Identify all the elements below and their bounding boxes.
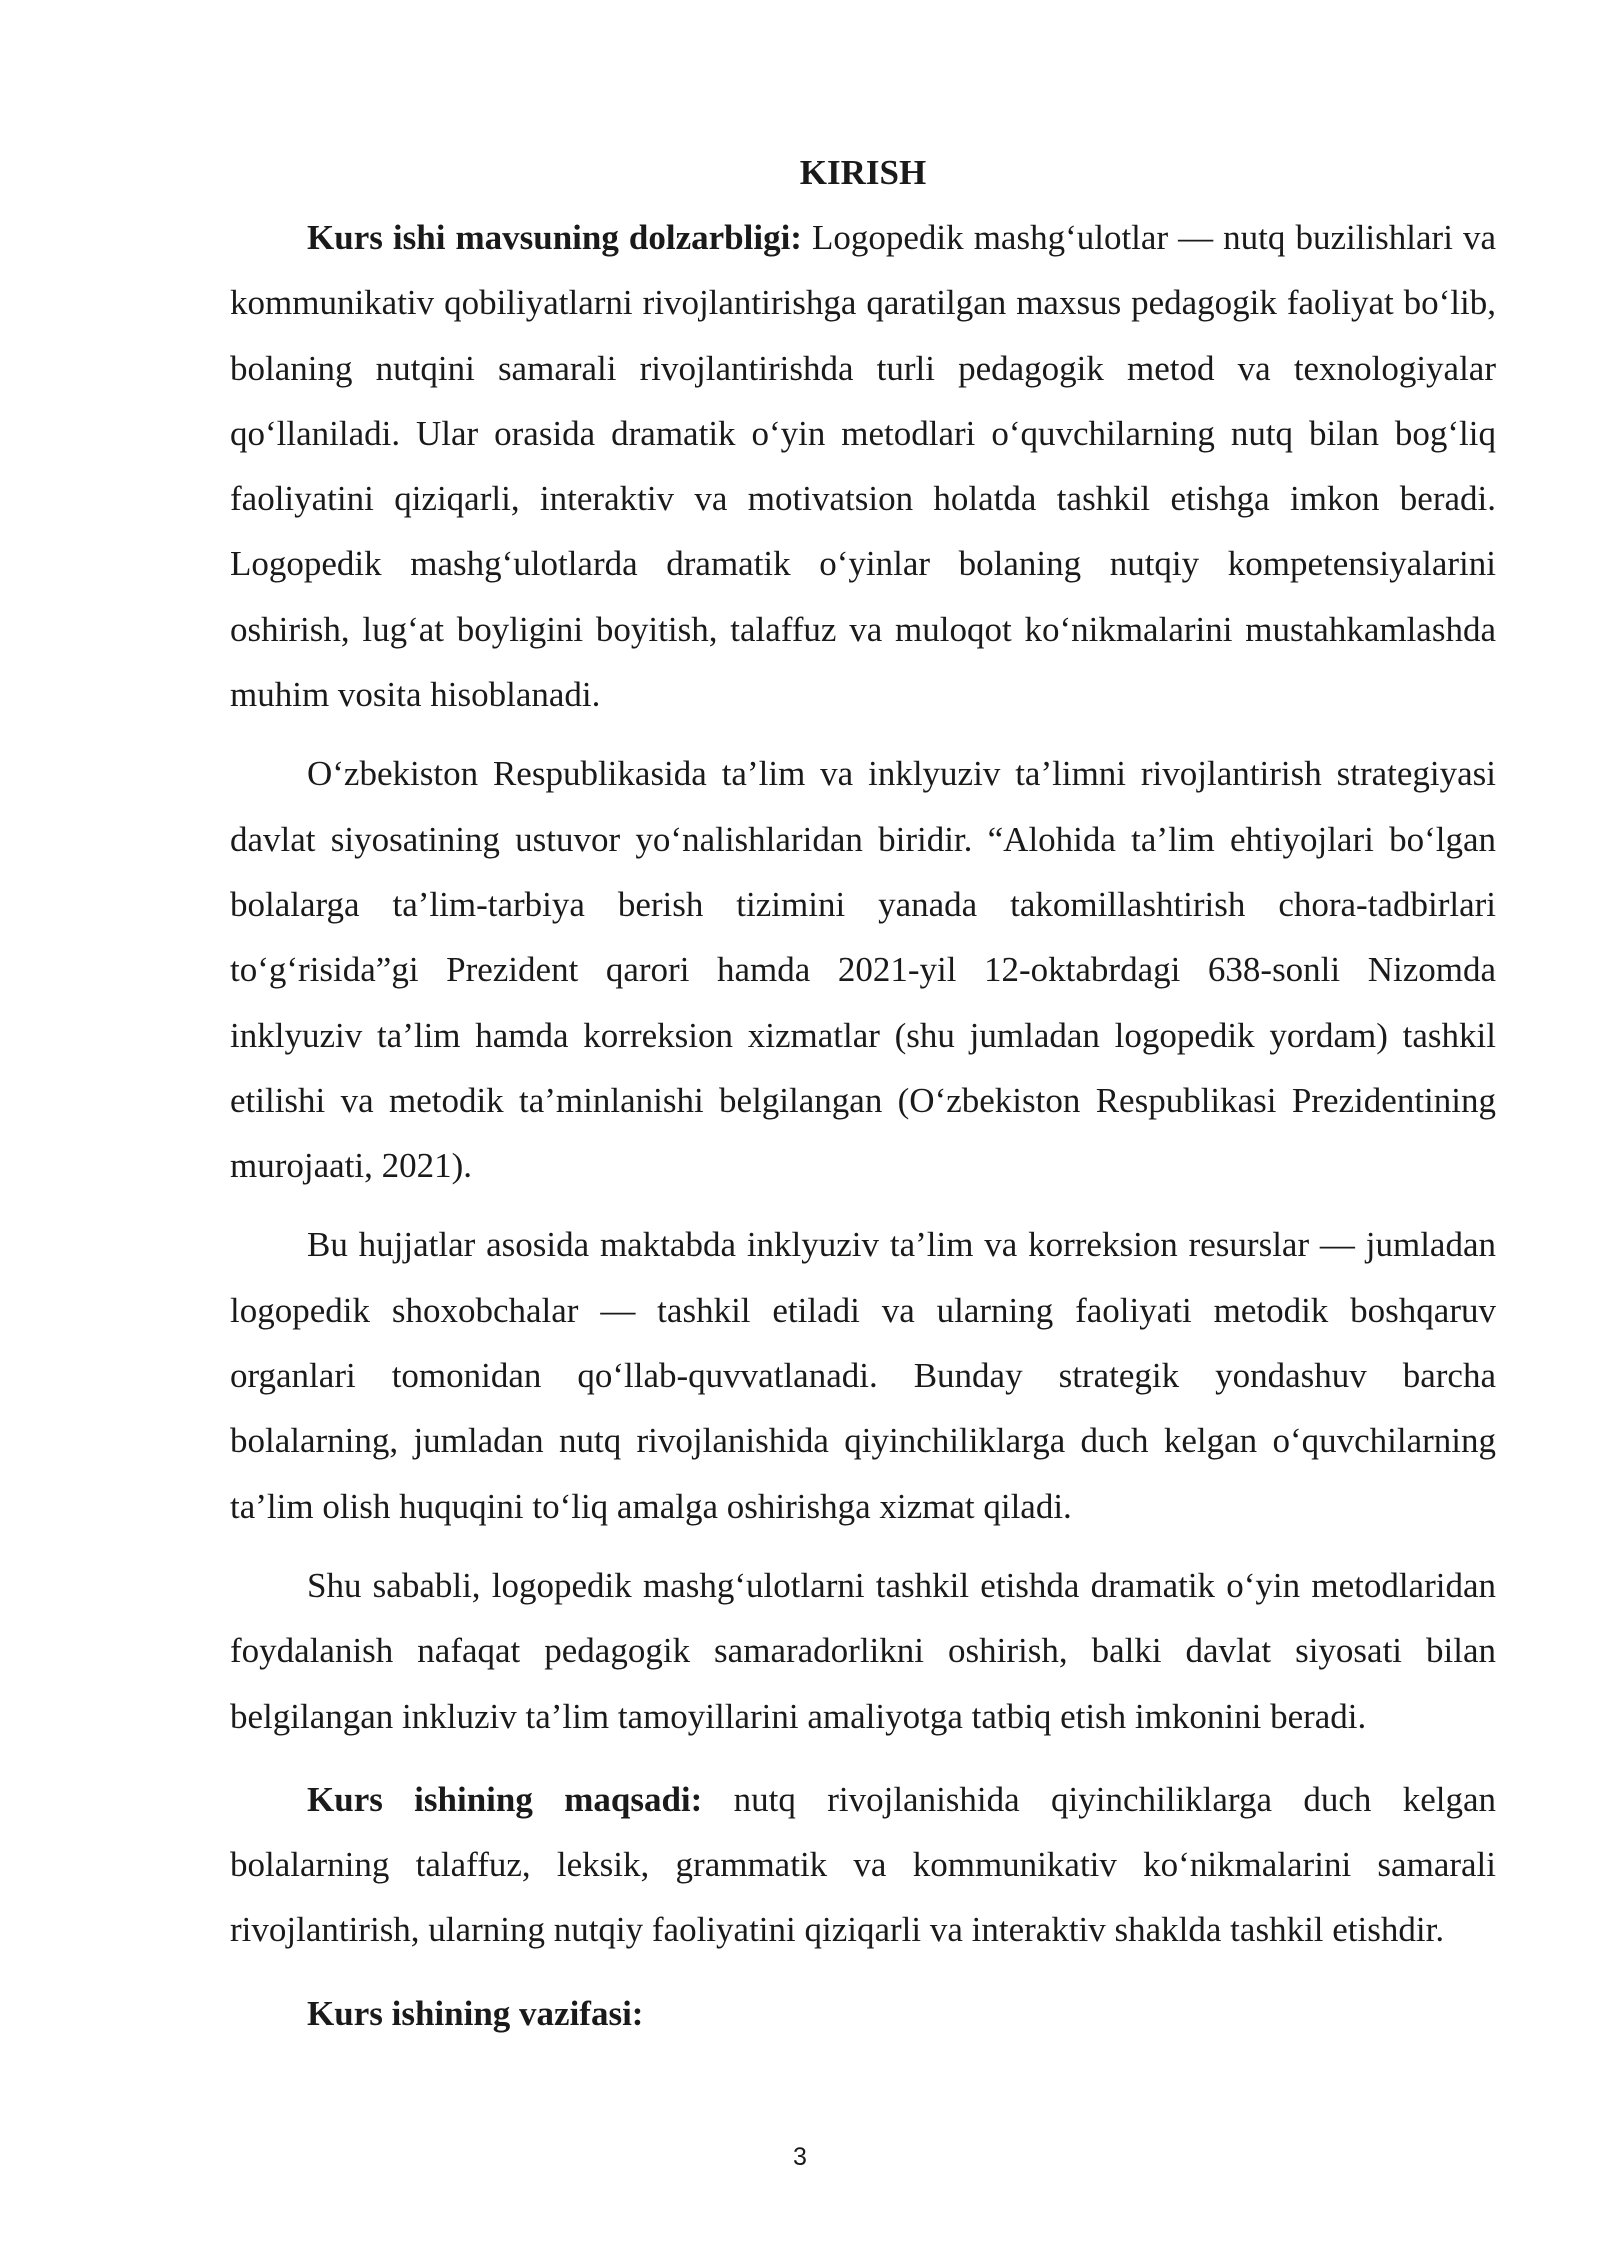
paragraph-text: nutq rivojlanishida qiyinchiliklarga duch kelgan bolalarning talaffuz, leksik, grammatik va kommunikativ ko‘nikmalarini samarali rivojlantirish, ularning nutqiy faoliyatini qiziqarli va interaktiv shaklda tashkil etishdir. <box>230 1779 1496 1950</box>
paragraph-conclusion <box>230 1553 1496 1749</box>
paragraph-goal <box>230 1767 1496 1963</box>
paragraph-text: O‘zbekiston Respublikasida ta’lim va inklyuziv ta’limni rivojlantirish strategiyasi davlat siyosatining ustuvor yo‘nalishlaridan biridir. “Alohida ta’lim ehtiyojlari bo‘lgan bolalarga ta’lim-tarbiya berish tizimini yanada takomillashtirish chora-tadbirlari to‘g‘risida”gi Prezident qarori hamda 2021-yil 12-oktabrdagi 638-sonli Nizomda inklyuziv ta’lim hamda korreksion xizmatlar (shu jumladan logopedik yordam) tashkil etilishi va metodik ta’minlanishi belgilangan (O‘zbekiston Respublikasi Prezidentining murojaati, 2021). <box>230 754 1496 1186</box>
paragraph-lead: Kurs ishi mavsuning dolzarbligi: <box>307 218 802 257</box>
paragraph-text: Bu hujjatlar asosida maktabda inklyuziv ta’lim va korreksion resurslar — jumladan logopedik shoxobchalar — tashkil etiladi va ularning faoliyati metodik boshqaruv organlari tomonidan qo‘llab-quvvatlanadi. Bunday strategik yondashuv barcha bolalarning, jumladan nutq rivojlanishida qiyinchiliklarga duch kelgan o‘quvchilarning ta’lim olish huquqini to‘liq amalga oshirishga xizmat qiladi. <box>230 1225 1496 1526</box>
paragraph-lead: Kurs ishining vazifasi: <box>307 1993 644 2033</box>
paragraph-lead: Kurs ishining maqsadi: <box>307 1779 703 1819</box>
page-content <box>230 140 1496 2046</box>
paragraph-text: Logopedik mashg‘ulotlar — nutq buzilishlari va kommunikativ qobiliyatlarni rivojlantirishga qaratilgan maxsus pedagogik faoliyat bo‘lib, bolaning nutqini samarali rivojlantirishda turli pedagogik metod va texnologiyalar qo‘llaniladi. Ular orasida dramatik o‘yin metodlari o‘quvchilarning nutq bilan bog‘liq faoliyatini qiziqarli, interaktiv va motivatsion holatda tashkil etishga imkon beradi. Logopedik mashg‘ulotlarda dramatik o‘yinlar bolaning nutqiy kompetensiyalarini oshirish, lug‘at boyligini boyitish, talaffuz va muloqot ko‘nikmalarini mustahkamlashda muhim vosita hisoblanadi. <box>230 218 1496 715</box>
paragraph-relevance <box>230 205 1496 727</box>
paragraph-tasks <box>230 1981 1496 2046</box>
page-number: 3 <box>793 2143 807 2171</box>
paragraph-text: Shu sababli, logopedik mashg‘ulotlarni tashkil etishda dramatik o‘yin metodlaridan foydalanish nafaqat pedagogik samaradorlikni oshirish, balki davlat siyosati bilan belgilangan inkluziv ta’lim tamoyillarini amaliyotga tatbiq etish imkonini beradi. <box>230 1565 1496 1736</box>
paragraph-strategy <box>230 741 1496 1198</box>
paragraph-documents <box>230 1212 1496 1538</box>
section-heading: KIRISH <box>799 153 927 192</box>
